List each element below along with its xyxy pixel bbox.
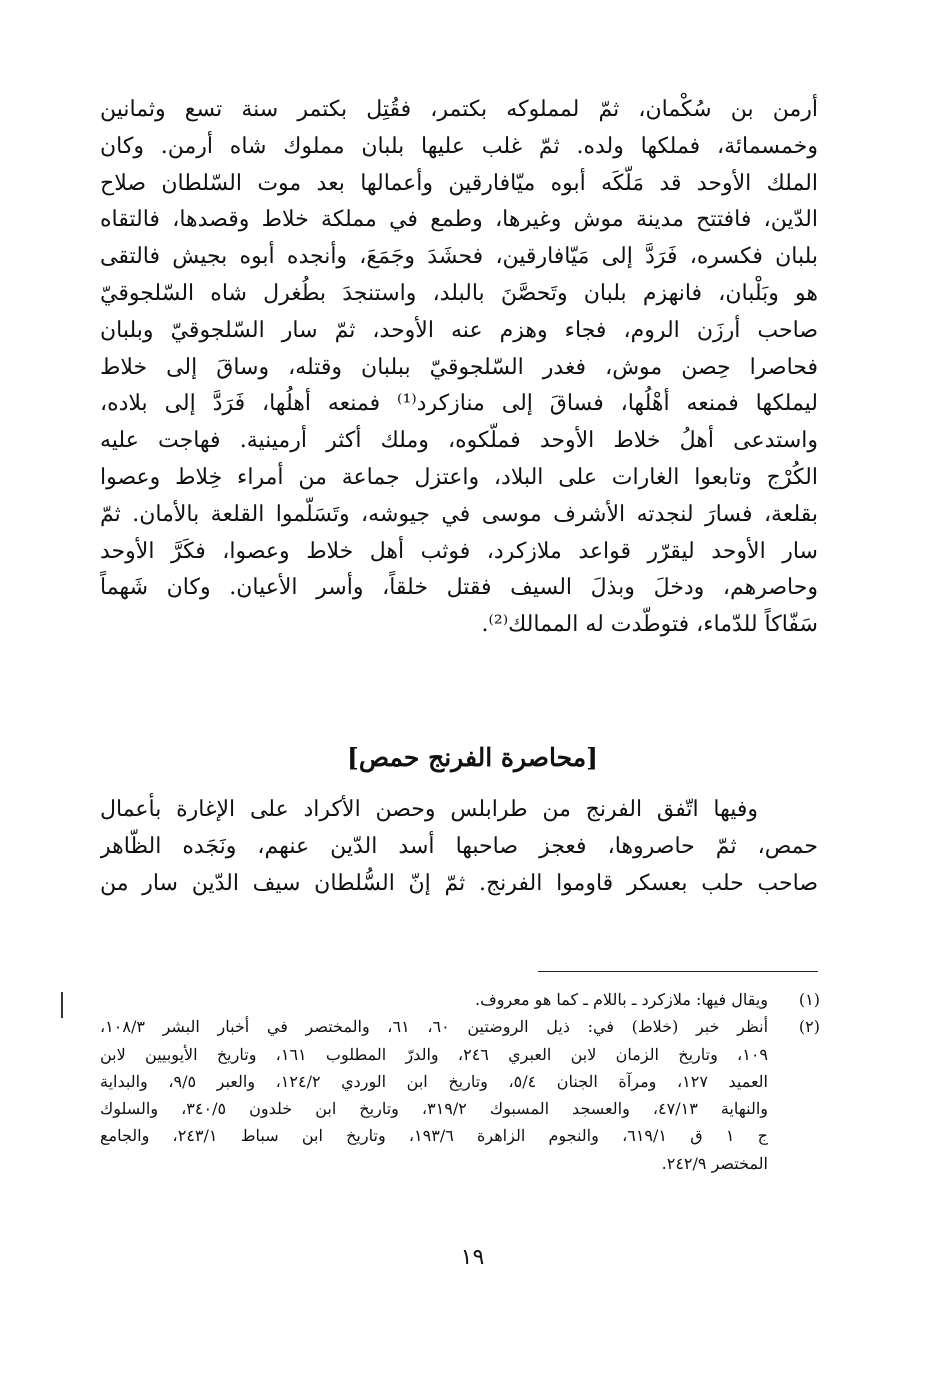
text-line: وخمسمائة، فملكها ولده. ثمّ غلب عليها بلبان مملوك شاه أرمن. وكان bbox=[100, 133, 818, 159]
text-line: الدّين، فافتتح مدينة موش وغيرها، وطمع في مملكة خلاط وقصدها، فالتقاه bbox=[100, 207, 818, 233]
footnote-line: والنهاية ٤٧/١٣، والعسجد المسبوك ٣١٩/٢، وتاريخ ابن خلدون ٣٤٠/٥، والسلوك bbox=[100, 1099, 768, 1119]
footnotes bbox=[100, 986, 818, 1177]
footnote-line: أنظر خبر (خلاط) في: ذيل الروضتين ٦٠، ٦١، والمختصر في أخبار البشر ١٠٨/٣، bbox=[100, 1017, 768, 1037]
text-line: سَفّاكاً للدّماء، فتوطّدت له الممالك⁽²⁾. bbox=[481, 612, 818, 638]
text-line: حمص، ثمّ حاصروها، فعجز صاحبها أسد الدّين عنهم، ونَجَده الظّاهر bbox=[100, 833, 818, 859]
footnote-line: ويقال فيها: ملازكرد ـ باللام ـ كما هو معروف. bbox=[475, 990, 768, 1009]
text-line: وحاصرهم، ودخلَ وبذلَ السيف فقتل خلقاً، وأسر الأعيان. وكان شَهماً bbox=[100, 575, 818, 601]
footnote-number: (٢) bbox=[798, 1017, 820, 1037]
second-text-block bbox=[100, 792, 818, 902]
text-line: صاحب أرزَن الروم، فجاء وهزم عنه الأوحد، ثمّ سار السّلجوقيّ وبلبان bbox=[100, 317, 818, 343]
section-heading: [محاصرة الفرنج حمص] bbox=[347, 743, 598, 772]
text-line: الكُرْج وتابعوا الغارات على البلاد، واعتزل جماعة من أمراء خِلاط وعصوا bbox=[100, 464, 818, 490]
text-line: صاحب حلب بعسكر قاوموا الفرنج. ثمّ إنّ السُّلطان سيف الدّين سار من bbox=[100, 870, 818, 896]
text-line: سار الأوحد ليقرّر قواعد ملازكرد، فوثب أهل خلاط وعصوا، فكَرَّ الأوحد bbox=[100, 538, 818, 564]
footnote-line: العميد ١٢٧، ومرآة الجنان ٥/٤، وتاريخ ابن الوردي ١٢٤/٢، والعبر ٩/٥، والبداية bbox=[100, 1071, 768, 1091]
footnote-line: ج ١ ق ٦١٩/١، والنجوم الزاهرة ١٩٣/٦، وتاريخ ابن سباط ٢٤٣/١، والجامع bbox=[100, 1126, 768, 1146]
footnote bbox=[100, 1013, 818, 1177]
text-line: بلبان فكسره، فَرَدَّ إلى مَيّافارقين، فحشَدَ وجَمَعَ، وأنجده أبوه بجيش فالتقى bbox=[100, 244, 818, 270]
text-line: أرمن بن سُكْمان، ثمّ لمملوكه بكتمر، فقُتِل بكتمر سنة تسع وثمانين bbox=[100, 97, 818, 122]
footnote-separator bbox=[538, 971, 818, 972]
text-line: الملك الأوحد قد مَلّكَه أبوه ميّافارقين وأعمالها بعد موت السّلطان صلاح bbox=[100, 170, 818, 196]
text-line: فحاصرا حِصن موش، فغدر السّلجوقيّ ببلبان وقتله، وساقَ إلى خلاط bbox=[100, 354, 818, 380]
text-line: بقلعة، فسارَ لنجدته الأشرف موسى في جيوشه، وتَسَلَّموا القلعة بالأمان. ثمّ bbox=[100, 501, 818, 527]
margin-mark bbox=[61, 992, 63, 1018]
text-line: ليملكها فمنعه أهْلُها، فساقَ إلى منازكرد⁽¹⁾ فمنعه أهلُها، فَرَدَّ إلى بلاده، bbox=[100, 391, 818, 417]
text-line: هو وبَلْبان، فانهزم بلبان وتَحصَّنَ بالبلد، واستنجدَ بطُغرل شاه السّلجوقيّ bbox=[100, 280, 818, 306]
footnote-number: (١) bbox=[798, 990, 820, 1009]
footnote bbox=[100, 986, 818, 1013]
main-text-block bbox=[100, 92, 818, 644]
page-number: ١٩ bbox=[460, 1245, 485, 1270]
text-line: واستدعى أهلُ خلاط الأوحد فملّكوه، وملك أكثر أرمينية. فهاجت عليه bbox=[100, 428, 818, 454]
footnote-line: ١٠٩، وتاريخ الزمان لابن العبري ٢٤٦، والدرّ المطلوب ١٦١، وتاريخ الأيوبيين لابن bbox=[100, 1044, 768, 1064]
text-line: وفيها اتّفق الفرنج من طرابلس وحصن الأكراد على الإغارة بأعمال bbox=[100, 797, 758, 822]
footnote-line: المختصر ٢٤٢/٩. bbox=[661, 1153, 768, 1173]
